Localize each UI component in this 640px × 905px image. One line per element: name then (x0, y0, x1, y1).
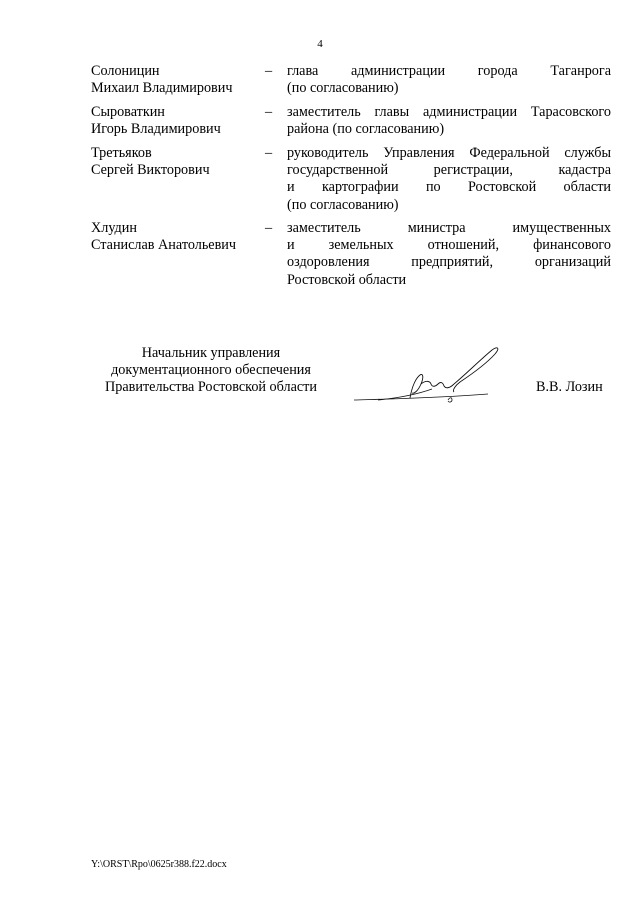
member-position (287, 63, 611, 97)
member-row (91, 145, 611, 215)
member-given-name: Сергей Викторович (91, 162, 210, 179)
member-surname: Третьяков (91, 145, 152, 161)
page-number: 4 (317, 38, 323, 50)
dash-separator: – (265, 63, 273, 79)
position-line: (по согласованию) (287, 196, 399, 213)
member-position (287, 145, 611, 214)
member-surname: Солоницин (91, 63, 160, 79)
member-surname: Хлудин (91, 220, 137, 236)
member-name (91, 63, 261, 97)
position-line: и земельных отношений, финансового (287, 237, 611, 254)
position-line: Ростовской области (287, 271, 407, 288)
dash-separator: – (265, 220, 273, 236)
position-line: оздоровления предприятий, организаций (287, 254, 611, 271)
handwritten-signature (348, 342, 508, 410)
member-given-name: Михаил Владимирович (91, 80, 233, 97)
dash-separator: – (265, 104, 273, 120)
member-name (91, 220, 261, 254)
signatory-title (91, 345, 331, 397)
member-row (91, 104, 611, 140)
position-line: глава администрации города Таганрога (287, 63, 611, 79)
signatory-title-line: документационного обеспечения (111, 362, 311, 379)
member-row (91, 63, 611, 99)
member-name (91, 145, 261, 179)
position-line: государственной регистрации, кадастра (287, 162, 611, 179)
position-line: и картографии по Ростовской области (287, 179, 611, 196)
member-given-name: Станислав Анатольевич (91, 237, 237, 254)
member-name (91, 104, 261, 138)
member-surname: Сыроваткин (91, 104, 165, 120)
position-line: района (по согласованию) (287, 121, 445, 138)
signatory-title-line: Правительства Ростовской области (105, 379, 317, 396)
member-given-name: Игорь Владимирович (91, 121, 221, 138)
member-position (287, 220, 611, 289)
signatory-title-line: Начальник управления (141, 345, 281, 361)
file-path-footer: Y:\ORST\Rpo\0625r388.f22.docx (91, 859, 227, 870)
dash-separator: – (265, 145, 273, 161)
member-row (91, 220, 611, 290)
member-position (287, 104, 611, 138)
position-line: заместитель министра имущественных (287, 220, 611, 236)
position-line: заместитель главы администрации Тарасовского (287, 104, 611, 120)
signer-name: В.В. Лозин (536, 379, 603, 395)
position-line: (по согласованию) (287, 80, 399, 97)
position-line: руководитель Управления Федеральной службы (287, 145, 611, 161)
